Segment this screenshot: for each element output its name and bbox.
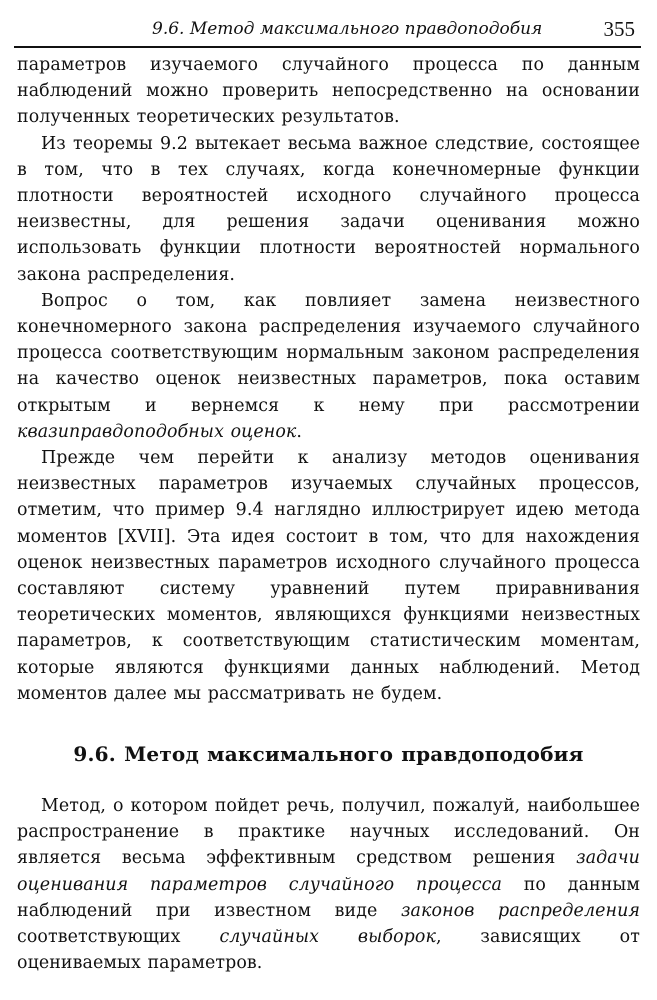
header-rule — [14, 46, 641, 48]
running-title: 9.6. Метод максимального правдоподобия — [152, 19, 543, 39]
paragraph-question-end: . — [296, 421, 303, 442]
mle-text-2: по данным наблюдений при известном виде — [17, 874, 641, 921]
paragraph-question — [17, 288, 640, 445]
paragraph-question-text: Вопрос о том, как повлияет замена неизвестного конечномерного закона распределения изучаемого случайного процесса соответствующим нормальным законом распределения на качество оценок неизвестных параметров, пока оставим открытым и вернемся к нему при рассмотрении — [17, 290, 640, 416]
body-text — [17, 52, 640, 977]
mle-text-4: , зависящих от оцениваемых параметров. — [17, 927, 640, 974]
paragraph-method-of-moments: Прежде чем перейти к анализу методов оценивания неизвестных параметров изучаемых случайных процессов, отметим, что пример 9.4 наглядно иллюстрирует идею метода моментов [XVII]. Эта идея состоит в том, что для нахождения оценок неизвестных параметров исходного случайного процесса составляют систему уравнений путем приравнивания теоретических моментов, являющихся функциями неизвестных параметров, к соответствующим статистическим моментам, которые являются функциями данных наблюдений. Метод моментов далее мы рассматривать не будем. — [17, 448, 640, 704]
paragraph-mle-intro — [17, 793, 640, 976]
section-heading: 9.6. Метод максимального правдоподобия — [73, 742, 584, 767]
mle-text-3: соответствующих — [17, 927, 220, 948]
mle-term-1: задачи оценивания параметров случайного процесса — [17, 848, 640, 895]
paragraph-theorem-consequence: Из теоремы 9.2 вытекает весьма важное следствие, состоящее в том, что в тех случаях, когда конечномерные функции плотности вероятностей исходного случайного процесса неизвестны, для решения задачи оценивания можно использовать функции плотности вероятностей нормального закона распределения. — [17, 133, 640, 285]
paragraph-question-term: квазиправдоподобных оценок — [17, 421, 297, 442]
paragraph-continuation: параметров изучаемого случайного процесса по данным наблюдений можно проверить непосредственно на основании полученных теоретических результатов. — [17, 55, 640, 128]
mle-term-2: законов распределения — [400, 900, 640, 921]
mle-text-1: Метод, о котором пойдет речь, получил, пожалуй, наибольшее распространение в практике научных исследований. Он является весьма эффективным средством решения — [17, 796, 640, 869]
page-number: 355 — [603, 17, 635, 41]
running-head — [22, 14, 635, 44]
mle-term-3: случайных выборок — [219, 927, 436, 948]
